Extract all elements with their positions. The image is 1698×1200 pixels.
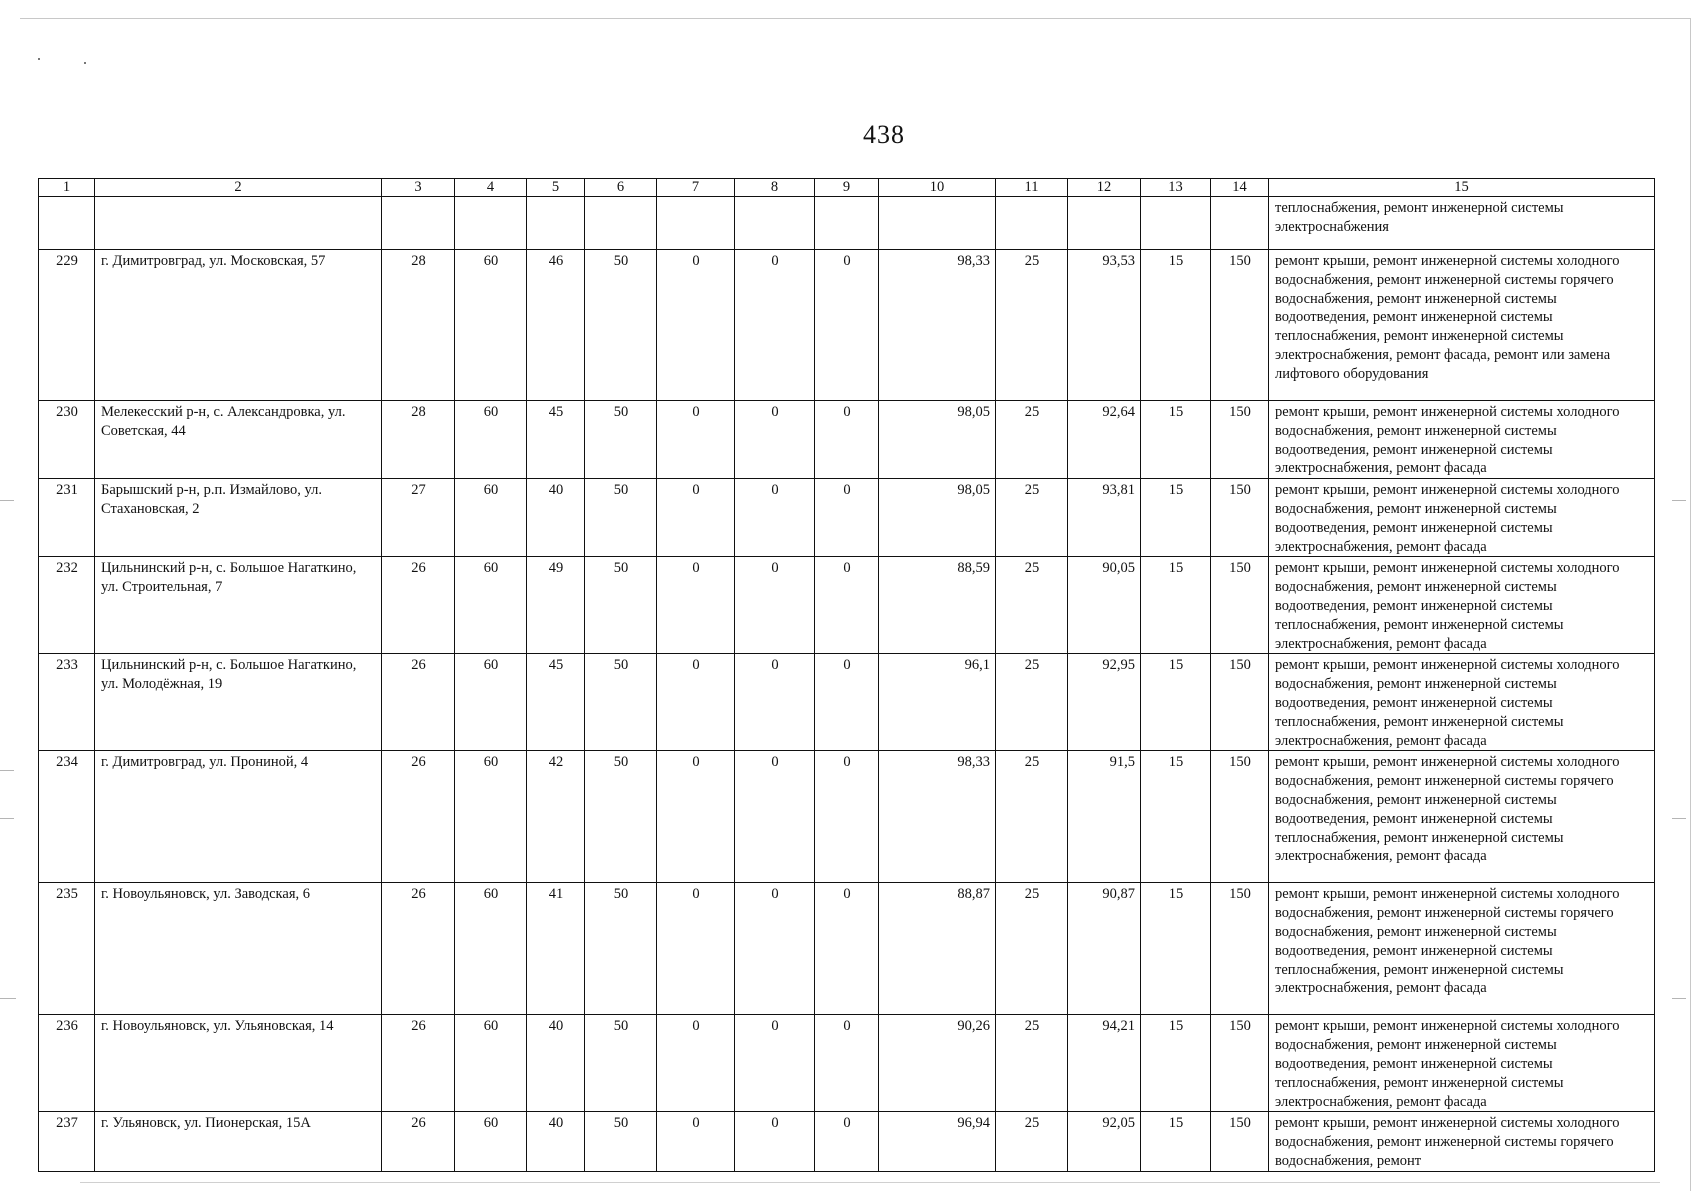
- value-cell-6: 50: [585, 557, 657, 654]
- value-cell-5: 42: [527, 751, 585, 883]
- address-cell: г. Новоульяновск, ул. Заводская, 6: [95, 883, 382, 1015]
- value-cell-4: 60: [455, 883, 527, 1015]
- value-cell-6: 50: [585, 751, 657, 883]
- scan-mark: [1672, 818, 1686, 819]
- column-number: 2: [95, 179, 382, 197]
- value-cell-5: 41: [527, 883, 585, 1015]
- column-number: 9: [815, 179, 879, 197]
- value-cell-6: 50: [585, 1015, 657, 1112]
- value-cell-7: 0: [657, 479, 735, 557]
- row-number: 232: [39, 557, 95, 654]
- value-cell-5: 40: [527, 479, 585, 557]
- table-row: [39, 751, 1655, 883]
- table-row: [39, 654, 1655, 751]
- value-cell-12: 94,21: [1068, 1015, 1141, 1112]
- value-cell-3: 26: [382, 1112, 455, 1171]
- value-cell-12: 92,95: [1068, 654, 1141, 751]
- column-number-row: [39, 179, 1655, 197]
- address-cell: г. Димитровград, ул. Московская, 57: [95, 250, 382, 401]
- table-row: [39, 1015, 1655, 1112]
- value-cell-10: 88,59: [879, 557, 996, 654]
- value-cell-3: 26: [382, 557, 455, 654]
- works-list: ремонт крыши, ремонт инженерной системы холодного водоснабжения, ремонт инженерной системы горячего водоснабжения, ремонт инженерной системы водоотведения, ремонт инженерной системы теплоснабжения, ремонт инженерной системы электроснабжения, ремонт фасада, ремонт или замена лифтового оборудования: [1269, 250, 1655, 401]
- value-cell-6: 50: [585, 479, 657, 557]
- value-cell-5: 40: [527, 1015, 585, 1112]
- column-number: 5: [527, 179, 585, 197]
- value-cell-14: 150: [1211, 654, 1269, 751]
- address-cell: Цильнинский р-н, с. Большое Нагаткино, ул. Строительная, 7: [95, 557, 382, 654]
- value-cell-7: 0: [657, 654, 735, 751]
- value-cell-5: 46: [527, 250, 585, 401]
- value-cell-6: 50: [585, 1112, 657, 1171]
- value-cell-13: 15: [1141, 883, 1211, 1015]
- value-cell-3: 28: [382, 401, 455, 479]
- value-cell-3: 26: [382, 1015, 455, 1112]
- scan-bottom-line: [80, 1182, 1660, 1183]
- value-cell-13: 15: [1141, 479, 1211, 557]
- value-cell-9: 0: [815, 401, 879, 479]
- column-number: 3: [382, 179, 455, 197]
- value-cell-4: 60: [455, 557, 527, 654]
- value-cell-3: 27: [382, 479, 455, 557]
- value-cell-14: 150: [1211, 751, 1269, 883]
- value-cell-7: 0: [657, 250, 735, 401]
- works-list: ремонт крыши, ремонт инженерной системы холодного водоснабжения, ремонт инженерной системы водоотведения, ремонт инженерной системы теплоснабжения, ремонт инженерной системы электроснабжения, ремонт фасада: [1269, 1015, 1655, 1112]
- value-cell-13: 15: [1141, 654, 1211, 751]
- value-cell-6: 50: [585, 250, 657, 401]
- value-cell-3: 26: [382, 654, 455, 751]
- value-cell-5: 45: [527, 654, 585, 751]
- value-cell-4: 60: [455, 751, 527, 883]
- column-number: 14: [1211, 179, 1269, 197]
- scan-mark: [0, 770, 14, 771]
- continuation-row: [39, 197, 1655, 250]
- value-cell-8: 0: [735, 401, 815, 479]
- value-cell-7: 0: [657, 1112, 735, 1171]
- row-number: 231: [39, 479, 95, 557]
- column-number: 15: [1269, 179, 1655, 197]
- column-number: 8: [735, 179, 815, 197]
- table-row: [39, 479, 1655, 557]
- value-cell-8: 0: [735, 654, 815, 751]
- column-number: 13: [1141, 179, 1211, 197]
- value-cell-14: 150: [1211, 250, 1269, 401]
- address-cell: Барышский р-н, р.п. Измайлово, ул. Стахановская, 2: [95, 479, 382, 557]
- value-cell-4: 60: [455, 401, 527, 479]
- column-number: 11: [996, 179, 1068, 197]
- value-cell-13: 15: [1141, 1112, 1211, 1171]
- value-cell-3: 26: [382, 883, 455, 1015]
- value-cell-3: 26: [382, 751, 455, 883]
- repair-program-table: [38, 178, 1655, 1172]
- value-cell-11: 25: [996, 883, 1068, 1015]
- row-number: 237: [39, 1112, 95, 1171]
- value-cell-4: 60: [455, 1015, 527, 1112]
- value-cell-11: 25: [996, 479, 1068, 557]
- table-row: [39, 1112, 1655, 1171]
- value-cell-9: 0: [815, 751, 879, 883]
- value-cell-5: 45: [527, 401, 585, 479]
- value-cell-12: 90,05: [1068, 557, 1141, 654]
- value-cell-12: 93,81: [1068, 479, 1141, 557]
- address-cell: Цильнинский р-н, с. Большое Нагаткино, ул. Молодёжная, 19: [95, 654, 382, 751]
- value-cell-10: 98,33: [879, 751, 996, 883]
- value-cell-4: 60: [455, 654, 527, 751]
- value-cell-11: 25: [996, 1015, 1068, 1112]
- value-cell-7: 0: [657, 1015, 735, 1112]
- value-cell-13: 15: [1141, 557, 1211, 654]
- address-cell: Мелекесский р-н, с. Александровка, ул. Советская, 44: [95, 401, 382, 479]
- scan-speck: [84, 62, 86, 64]
- value-cell-9: 0: [815, 1015, 879, 1112]
- value-cell-6: 50: [585, 401, 657, 479]
- row-number: 236: [39, 1015, 95, 1112]
- works-list: ремонт крыши, ремонт инженерной системы холодного водоснабжения, ремонт инженерной системы горячего водоснабжения, ремонт: [1269, 1112, 1655, 1171]
- works-list: ремонт крыши, ремонт инженерной системы холодного водоснабжения, ремонт инженерной системы горячего водоснабжения, ремонт инженерной системы водоотведения, ремонт инженерной системы теплоснабжения, ремонт инженерной системы электроснабжения, ремонт фасада: [1269, 751, 1655, 883]
- value-cell-8: 0: [735, 557, 815, 654]
- value-cell-12: 93,53: [1068, 250, 1141, 401]
- value-cell-13: 15: [1141, 751, 1211, 883]
- table-body: [39, 197, 1655, 1172]
- value-cell-14: 150: [1211, 883, 1269, 1015]
- value-cell-12: 92,05: [1068, 1112, 1141, 1171]
- column-number: 1: [39, 179, 95, 197]
- value-cell-7: 0: [657, 557, 735, 654]
- value-cell-11: 25: [996, 401, 1068, 479]
- value-cell-6: 50: [585, 883, 657, 1015]
- row-number: 235: [39, 883, 95, 1015]
- works-list: ремонт крыши, ремонт инженерной системы холодного водоснабжения, ремонт инженерной системы водоотведения, ремонт инженерной системы теплоснабжения, ремонт инженерной системы электроснабжения, ремонт фасада: [1269, 557, 1655, 654]
- row-number: 234: [39, 751, 95, 883]
- row-number: 233: [39, 654, 95, 751]
- value-cell-9: 0: [815, 1112, 879, 1171]
- page-number: 438: [863, 120, 905, 149]
- row-number: 230: [39, 401, 95, 479]
- works-list: ремонт крыши, ремонт инженерной системы холодного водоснабжения, ремонт инженерной системы водоотведения, ремонт инженерной системы теплоснабжения, ремонт инженерной системы электроснабжения, ремонт фасада: [1269, 654, 1655, 751]
- table-row: [39, 557, 1655, 654]
- value-cell-7: 0: [657, 401, 735, 479]
- column-number: 6: [585, 179, 657, 197]
- value-cell-9: 0: [815, 883, 879, 1015]
- table-row: [39, 401, 1655, 479]
- works-list: ремонт крыши, ремонт инженерной системы холодного водоснабжения, ремонт инженерной системы водоотведения, ремонт инженерной системы электроснабжения, ремонт фасада: [1269, 479, 1655, 557]
- works-list: теплоснабжения, ремонт инженерной системы электроснабжения: [1269, 197, 1655, 250]
- value-cell-12: 92,64: [1068, 401, 1141, 479]
- address-cell: г. Новоульяновск, ул. Ульяновская, 14: [95, 1015, 382, 1112]
- value-cell-10: 90,26: [879, 1015, 996, 1112]
- value-cell-8: 0: [735, 751, 815, 883]
- value-cell-8: 0: [735, 250, 815, 401]
- scan-mark: [1672, 998, 1686, 999]
- value-cell-12: 91,5: [1068, 751, 1141, 883]
- value-cell-10: 98,05: [879, 479, 996, 557]
- value-cell-5: 49: [527, 557, 585, 654]
- column-number: 7: [657, 179, 735, 197]
- value-cell-7: 0: [657, 751, 735, 883]
- value-cell-10: 88,87: [879, 883, 996, 1015]
- value-cell-8: 0: [735, 1015, 815, 1112]
- value-cell-8: 0: [735, 883, 815, 1015]
- value-cell-11: 25: [996, 751, 1068, 883]
- table-row: [39, 250, 1655, 401]
- value-cell-14: 150: [1211, 479, 1269, 557]
- value-cell-9: 0: [815, 557, 879, 654]
- value-cell-11: 25: [996, 557, 1068, 654]
- scan-mark: [0, 500, 14, 501]
- scan-speck: [38, 58, 40, 60]
- column-number: 4: [455, 179, 527, 197]
- works-list: ремонт крыши, ремонт инженерной системы холодного водоснабжения, ремонт инженерной системы водоотведения, ремонт инженерной системы электроснабжения, ремонт фасада: [1269, 401, 1655, 479]
- address-cell: г. Димитровград, ул. Прониной, 4: [95, 751, 382, 883]
- value-cell-9: 0: [815, 654, 879, 751]
- value-cell-4: 60: [455, 1112, 527, 1171]
- column-number: 12: [1068, 179, 1141, 197]
- value-cell-14: 150: [1211, 1112, 1269, 1171]
- value-cell-12: 90,87: [1068, 883, 1141, 1015]
- value-cell-13: 15: [1141, 401, 1211, 479]
- value-cell-11: 25: [996, 1112, 1068, 1171]
- value-cell-10: 96,1: [879, 654, 996, 751]
- value-cell-13: 15: [1141, 1015, 1211, 1112]
- value-cell-14: 150: [1211, 1015, 1269, 1112]
- value-cell-3: 28: [382, 250, 455, 401]
- value-cell-9: 0: [815, 479, 879, 557]
- value-cell-4: 60: [455, 479, 527, 557]
- works-list: ремонт крыши, ремонт инженерной системы холодного водоснабжения, ремонт инженерной системы горячего водоснабжения, ремонт инженерной системы водоотведения, ремонт инженерной системы теплоснабжения, ремонт инженерной системы электроснабжения, ремонт фасада: [1269, 883, 1655, 1015]
- value-cell-14: 150: [1211, 557, 1269, 654]
- address-cell: г. Ульяновск, ул. Пионерская, 15А: [95, 1112, 382, 1171]
- value-cell-10: 98,05: [879, 401, 996, 479]
- scan-mark: [0, 818, 14, 819]
- value-cell-14: 150: [1211, 401, 1269, 479]
- table-row: [39, 883, 1655, 1015]
- value-cell-13: 15: [1141, 250, 1211, 401]
- value-cell-5: 40: [527, 1112, 585, 1171]
- scan-mark: [0, 998, 16, 999]
- value-cell-10: 98,33: [879, 250, 996, 401]
- value-cell-9: 0: [815, 250, 879, 401]
- value-cell-11: 25: [996, 250, 1068, 401]
- scan-mark: [1672, 500, 1686, 501]
- value-cell-6: 50: [585, 654, 657, 751]
- value-cell-10: 96,94: [879, 1112, 996, 1171]
- row-number: 229: [39, 250, 95, 401]
- column-number: 10: [879, 179, 996, 197]
- value-cell-8: 0: [735, 479, 815, 557]
- value-cell-11: 25: [996, 654, 1068, 751]
- value-cell-4: 60: [455, 250, 527, 401]
- value-cell-7: 0: [657, 883, 735, 1015]
- value-cell-8: 0: [735, 1112, 815, 1171]
